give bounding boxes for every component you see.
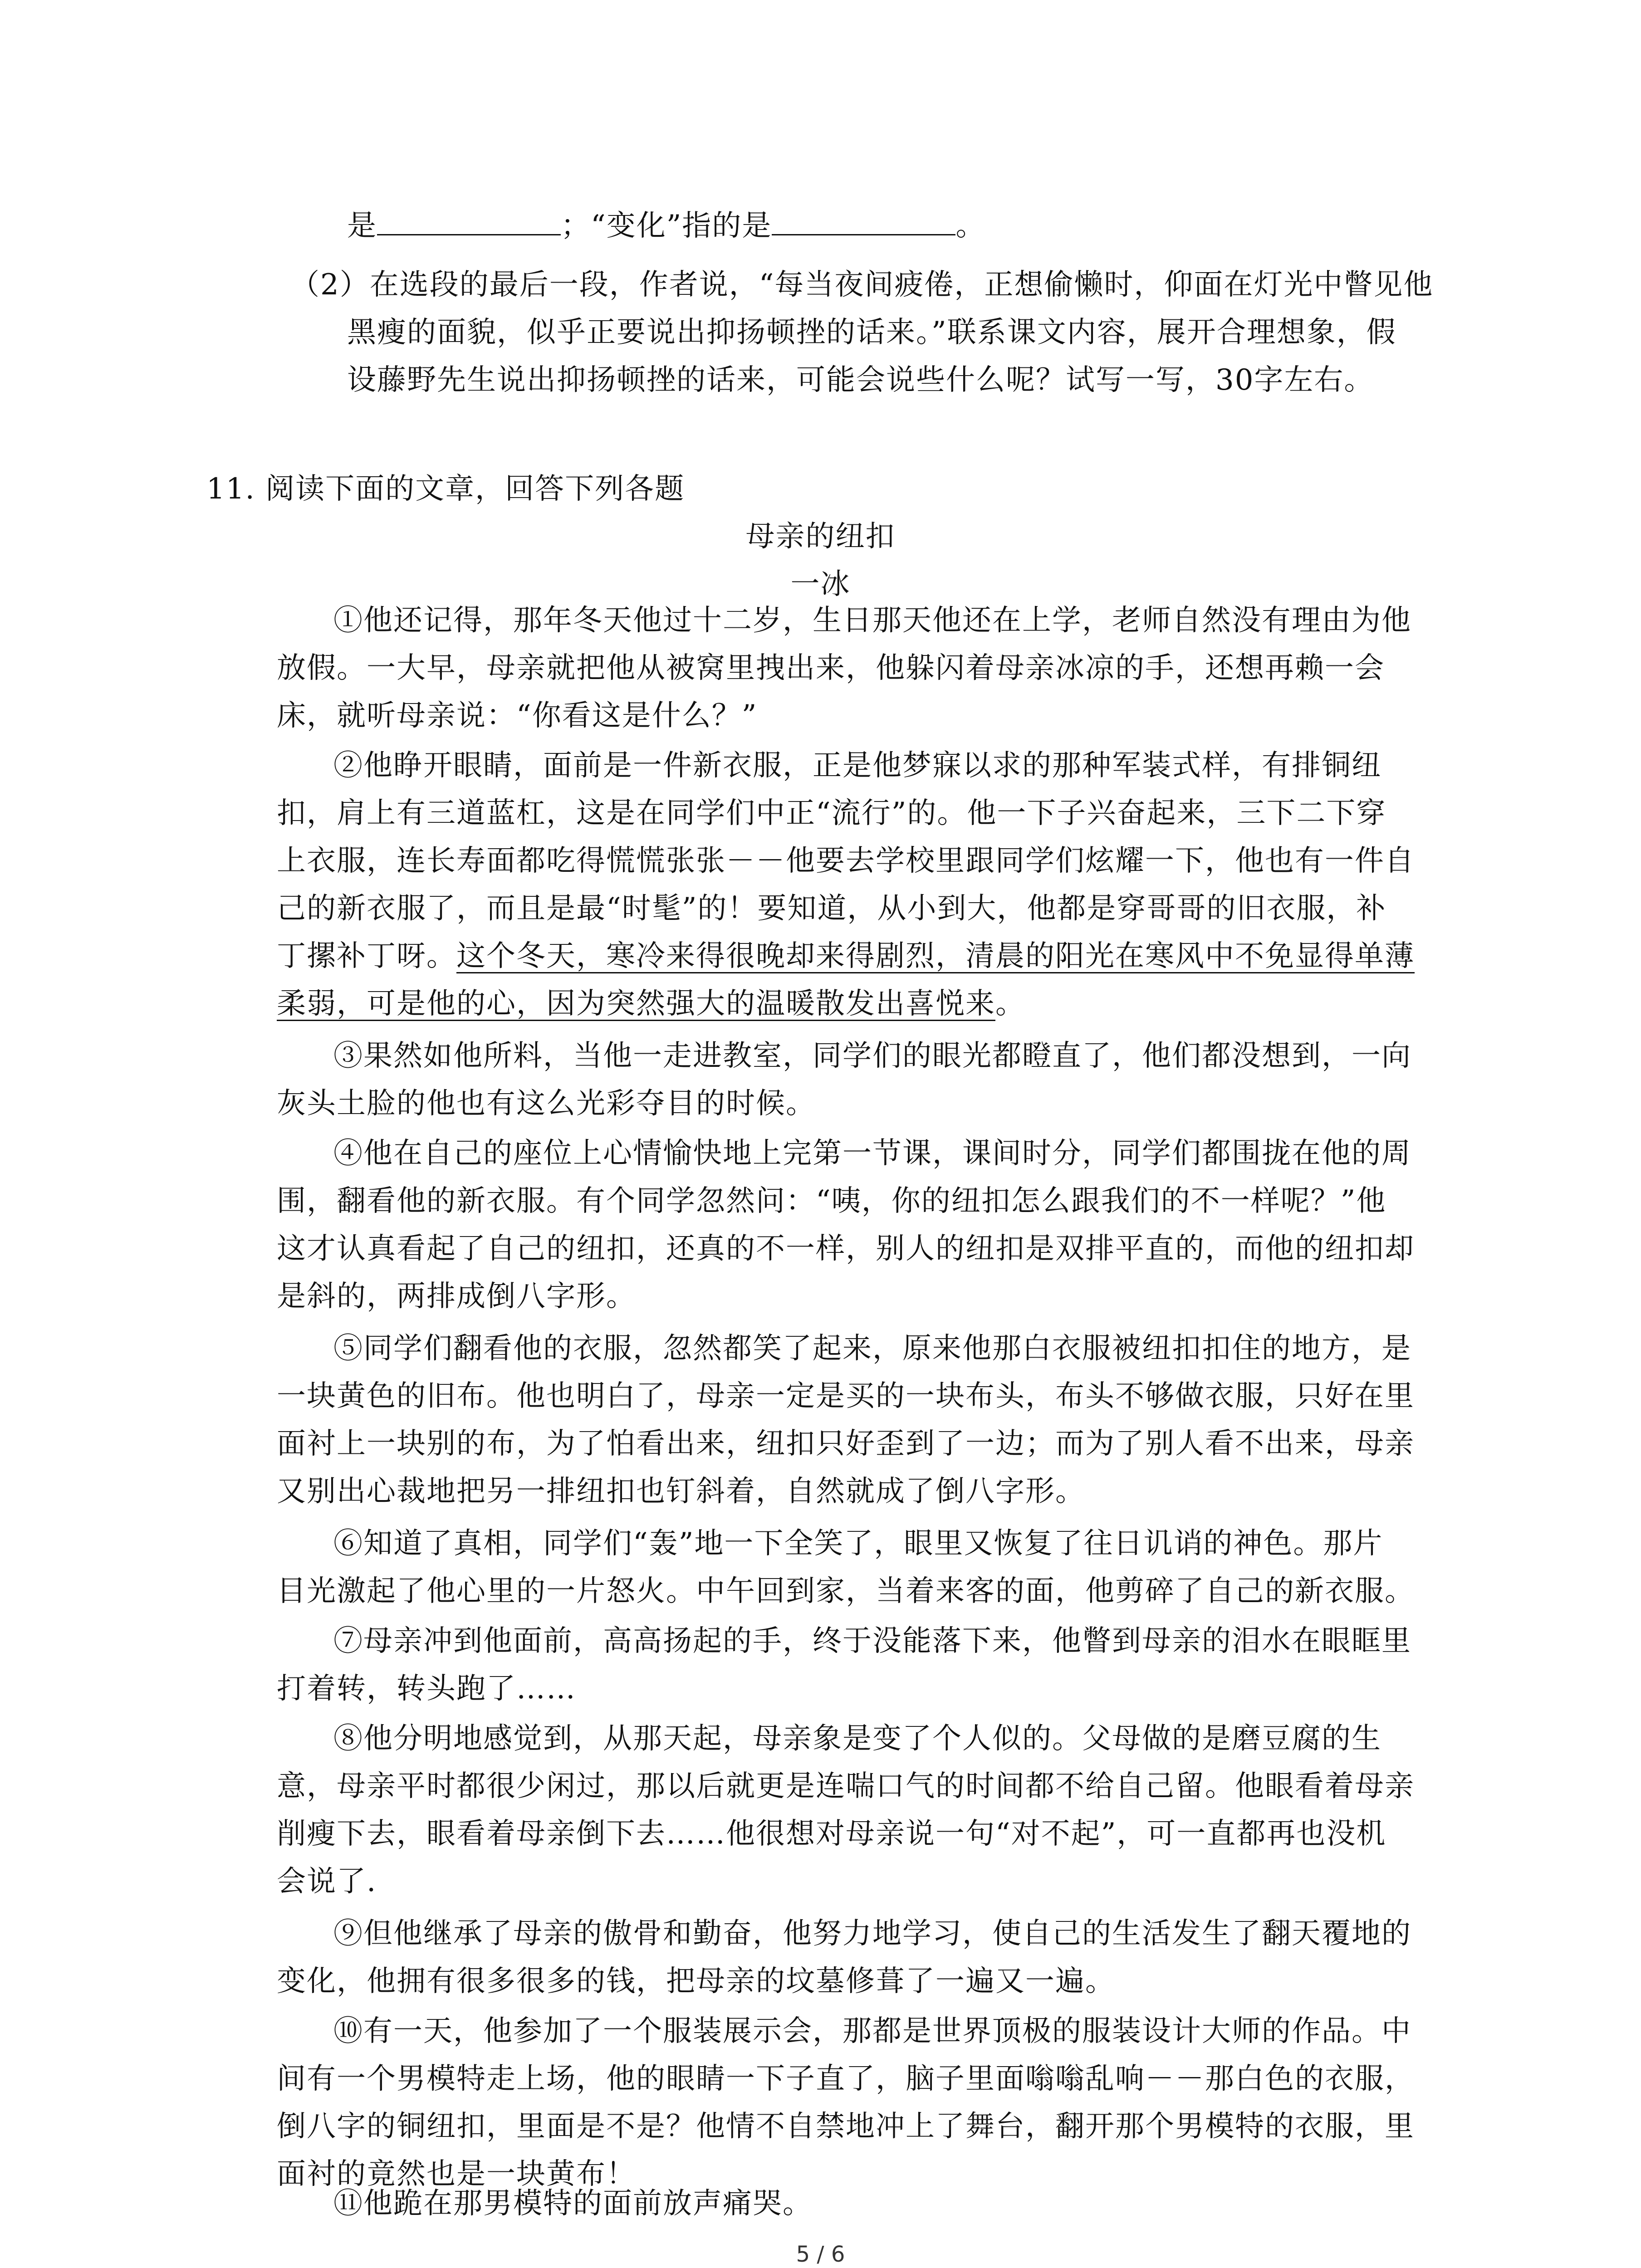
p10-line3: 倒八字的铜纽扣，里面是不是？他情不自禁地冲上了舞台，翻开那个男模特的衣服，里 xyxy=(277,2110,1415,2143)
q11-heading: 11. 阅读下面的文章，回答下列各题 xyxy=(206,472,685,506)
p10-line1: ⑩有一天，他参加了一个服装展示会，那都是世界顶极的服装设计大师的作品。中 xyxy=(333,2014,1411,2048)
q10-part1-line xyxy=(347,204,985,248)
p1-line3: 床，就听母亲说：“你看这是什么？” xyxy=(277,699,758,733)
q10-suffix: 。 xyxy=(955,209,986,243)
p1-line2: 放假。一大早，母亲就把他从被窝里拽出来，他躲闪着母亲冰凉的手，还想再赖一会 xyxy=(277,651,1385,685)
p8-line4: 会说了. xyxy=(277,1865,377,1898)
underlined-sentence-part1: 这个冬天，寒冷来得很晚却来得剧烈，清晨的阳光在寒风中不免显得单薄 xyxy=(456,939,1415,973)
underlined-sentence-part2: 柔弱，可是他的心，因为突然强大的温暖散发出喜悦来 xyxy=(277,987,995,1021)
p2-line6-end: 。 xyxy=(995,987,1025,1021)
p10-line2: 间有一个男模特走上场，他的眼睛一下子直了，脑子里面嗡嗡乱响－－那白色的衣服， xyxy=(277,2062,1415,2096)
p5-line4: 又别出心裁地把另一排纽扣也钉斜着，自然就成了倒八字形。 xyxy=(277,1475,1085,1508)
article-title: 母亲的纽扣 xyxy=(745,520,896,553)
p8-line2: 意，母亲平时都很少闲过，那以后就更是连喘口气的时间都不给自己留。他眼看着母亲 xyxy=(277,1769,1415,1803)
q10-part2-line1: （2）在选段的最后一段，作者说，“每当夜间疲倦，正想偷懒时，仰面在灯光中瞥见他 xyxy=(290,268,1434,302)
article-author: 一冰 xyxy=(790,567,851,601)
p9-line2: 变化，他拥有很多很多的钱，把母亲的坟墓修葺了一遍又一遍。 xyxy=(277,1965,1115,1998)
p4-line4: 是斜的，两排成倒八字形。 xyxy=(277,1280,636,1313)
p2-line5-plain: 丁摞补丁呀。 xyxy=(277,939,456,973)
p1-line1: ①他还记得，那年冬天他过十二岁，生日那天他还在上学，老师自然没有理由为他 xyxy=(333,604,1411,637)
p11-line1: ⑪他跪在那男模特的面前放声痛哭。 xyxy=(333,2187,813,2220)
p4-line3: 这才认真看起了自己的纽扣，还真的不一样，别人的纽扣是双排平直的，而他的纽扣却 xyxy=(277,1232,1415,1266)
p4-line2: 围，翻看他的新衣服。有个同学忽然问：“咦，你的纽扣怎么跟我们的不一样呢？”他 xyxy=(277,1184,1386,1218)
p3-line2: 灰头土脸的他也有这么光彩夺目的时候。 xyxy=(277,1087,816,1120)
q10-part2-line3: 设藤野先生说出抑扬顿挫的话来，可能会说些什么呢？试写一写，30字左右。 xyxy=(347,363,1374,397)
p7-line2: 打着转，转头跑了…… xyxy=(277,1672,576,1706)
p2-line4: 己的新衣服了，而且是最“时髦”的！要知道，从小到大，他都是穿哥哥的旧衣服，补 xyxy=(277,892,1386,925)
page-number: 5 / 6 xyxy=(796,2242,845,2267)
p5-line3: 面衬上一块别的布，为了怕看出来，纽扣只好歪到了一边；而为了别人看不出来，母亲 xyxy=(277,1427,1415,1461)
p2-line6 xyxy=(277,982,1025,1026)
p5-line2: 一块黄色的旧布。他也明白了，母亲一定是买的一块布头，布头不够做衣服，只好在里 xyxy=(277,1379,1415,1413)
p2-line5 xyxy=(277,934,1415,978)
answer-blank-1[interactable] xyxy=(377,204,561,235)
p6-line1: ⑥知道了真相，同学们“轰”地一下全笑了，眼里又恢复了往日讥诮的神色。那片 xyxy=(333,1527,1383,1560)
p2-line3: 上衣服，连长寿面都吃得慌慌张张－－他要去学校里跟同学们炫耀一下，他也有一件自 xyxy=(277,844,1415,878)
q10-part2-line2: 黑瘦的面貌，似乎正要说出抑扬顿挫的话来。”联系课文内容，展开合理想象，假 xyxy=(347,316,1396,349)
answer-blank-2[interactable] xyxy=(772,204,955,235)
p3-line1: ③果然如他所料，当他一走进教室，同学们的眼光都瞪直了，他们都没想到，一向 xyxy=(333,1039,1411,1073)
p4-line1: ④他在自己的座位上心情愉快地上完第一节课，课间时分，同学们都围拢在他的周 xyxy=(333,1137,1411,1170)
p2-line2: 扣，肩上有三道蓝杠，这是在同学们中正“流行”的。他一下子兴奋起来，三下二下穿 xyxy=(277,797,1386,830)
p8-line1: ⑧他分明地感觉到，从那天起，母亲象是变了个人似的。父母做的是磨豆腐的生 xyxy=(333,1722,1381,1755)
q10-mid: ；“变化”指的是 xyxy=(561,209,772,243)
p10-line4: 面衬的竟然也是一块黄布！ xyxy=(277,2157,636,2191)
p9-line1: ⑨但他继承了母亲的傲骨和勤奋，他努力地学习，使自己的生活发生了翻天覆地的 xyxy=(333,1917,1411,1950)
p5-line1: ⑤同学们翻看他的衣服，忽然都笑了起来，原来他那白衣服被纽扣扣住的地方，是 xyxy=(333,1332,1411,1365)
q10-prefix: 是 xyxy=(347,209,377,243)
p2-line1: ②他睁开眼睛，面前是一件新衣服，正是他梦寐以求的那种军装式样，有排铜纽 xyxy=(333,749,1381,782)
p6-line2: 目光激起了他心里的一片怒火。中午回到家，当着来客的面，他剪碎了自己的新衣服。 xyxy=(277,1574,1415,1608)
p7-line1: ⑦母亲冲到他面前，高高扬起的手，终于没能落下来，他瞥到母亲的泪水在眼眶里 xyxy=(333,1624,1411,1658)
p8-line3: 削瘦下去，眼看着母亲倒下去……他很想对母亲说一句“对不起”，可一直都再也没机 xyxy=(277,1817,1386,1851)
